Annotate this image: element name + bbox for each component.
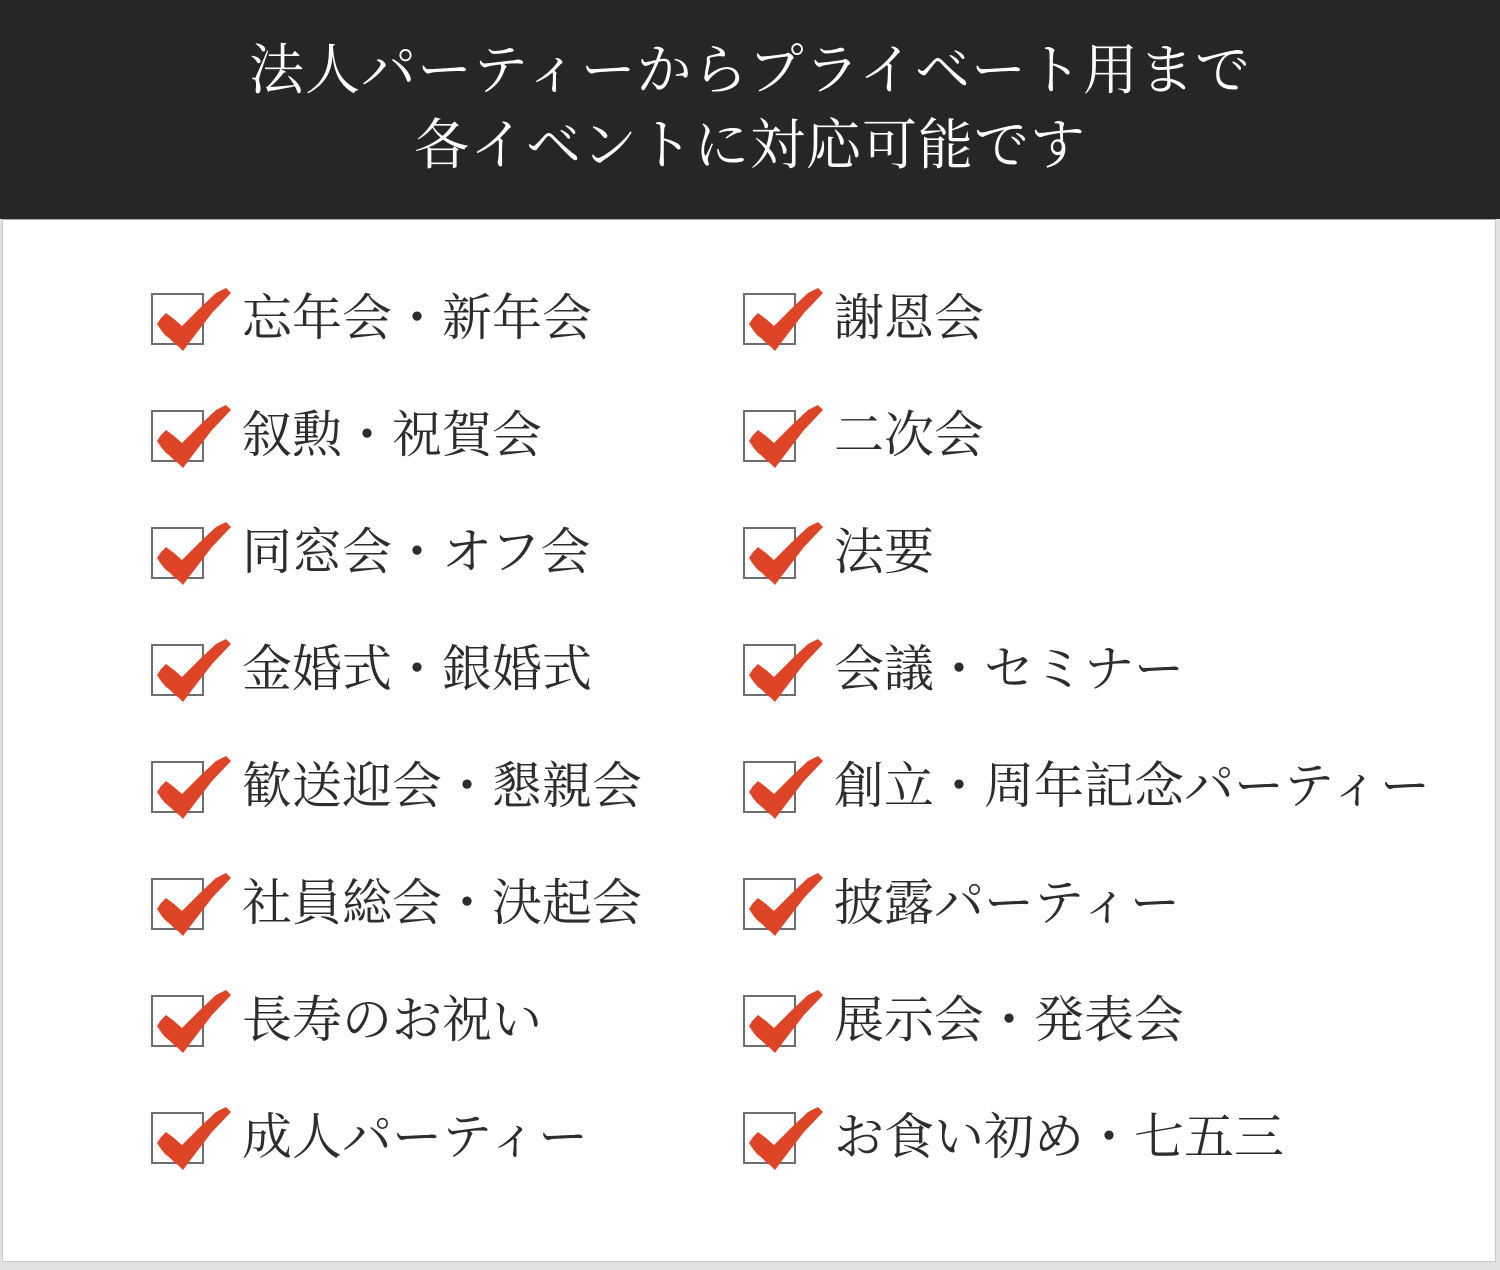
page-title-line1: 法人パーティーからプライベート用まで xyxy=(249,40,1251,101)
checkbox xyxy=(743,527,796,579)
checklist-item-label: 長寿のお祝い xyxy=(242,992,542,1048)
checklist-item-label: 謝恩会 xyxy=(834,290,984,346)
check-icon xyxy=(747,989,823,1057)
checklist-item-label: 金婚式・銀婚式 xyxy=(242,641,592,697)
checklist-item xyxy=(151,409,743,462)
checklist-item-label: 同窓会・オフ会 xyxy=(242,524,591,580)
checklist-item-label: 成人パーティー xyxy=(242,1109,588,1165)
checklist-item xyxy=(151,877,743,930)
event-checklist-panel xyxy=(2,219,1496,1262)
checklist-item xyxy=(743,643,1495,696)
checklist-item-label: 展示会・発表会 xyxy=(834,992,1184,1048)
checklist-item xyxy=(151,292,743,345)
event-checklist xyxy=(3,220,1495,1228)
checklist-item-label: 叙勲・祝賀会 xyxy=(242,407,542,463)
header-banner xyxy=(0,0,1500,219)
check-icon xyxy=(747,755,823,823)
checkbox xyxy=(743,995,796,1047)
checklist-item-label: お食い初め・七五三 xyxy=(834,1109,1284,1165)
checklist-item xyxy=(743,1111,1495,1164)
checklist-item xyxy=(151,1111,743,1164)
page-title-line2: 各イベントに対応可能です xyxy=(413,115,1086,176)
checkbox xyxy=(151,995,204,1047)
checklist-item-label: 法要 xyxy=(834,524,934,580)
check-icon xyxy=(155,404,231,472)
checkbox xyxy=(151,527,204,579)
check-icon xyxy=(747,638,823,706)
check-icon xyxy=(747,872,823,940)
checklist-item xyxy=(151,643,743,696)
checklist-item-label: 社員総会・決起会 xyxy=(242,875,642,931)
checklist-item-label: 会議・セミナー xyxy=(834,641,1184,697)
checkbox xyxy=(743,878,796,930)
checkbox xyxy=(151,410,204,462)
checkbox xyxy=(743,1112,796,1164)
checkbox xyxy=(743,761,796,813)
checklist-item xyxy=(151,760,743,813)
checklist-item xyxy=(743,526,1495,579)
checklist-item-label: 創立・周年記念パーティー xyxy=(834,758,1430,814)
check-icon xyxy=(155,287,231,355)
check-icon xyxy=(747,404,823,472)
checklist-item xyxy=(743,760,1495,813)
checkbox xyxy=(743,644,796,696)
checkbox xyxy=(151,293,204,345)
check-icon xyxy=(155,872,231,940)
checklist-item xyxy=(151,526,743,579)
check-icon xyxy=(155,638,231,706)
checklist-item xyxy=(743,409,1495,462)
check-icon xyxy=(747,1106,823,1174)
check-icon xyxy=(155,989,231,1057)
checklist-item xyxy=(151,994,743,1047)
check-icon xyxy=(155,755,231,823)
checkbox xyxy=(151,878,204,930)
checkbox xyxy=(151,644,204,696)
check-icon xyxy=(747,287,823,355)
checkbox xyxy=(151,1112,204,1164)
check-icon xyxy=(747,521,823,589)
checklist-item xyxy=(743,877,1495,930)
checklist-item xyxy=(743,994,1495,1047)
check-icon xyxy=(155,1106,231,1174)
checklist-item-label: 歓送迎会・懇親会 xyxy=(242,758,642,814)
checklist-item xyxy=(743,292,1495,345)
checkbox xyxy=(743,293,796,345)
checkbox xyxy=(151,761,204,813)
checklist-item-label: 忘年会・新年会 xyxy=(242,290,592,346)
checklist-item-label: 披露パーティー xyxy=(834,875,1180,931)
checkbox xyxy=(743,410,796,462)
checklist-item-label: 二次会 xyxy=(834,407,984,463)
check-icon xyxy=(155,521,231,589)
